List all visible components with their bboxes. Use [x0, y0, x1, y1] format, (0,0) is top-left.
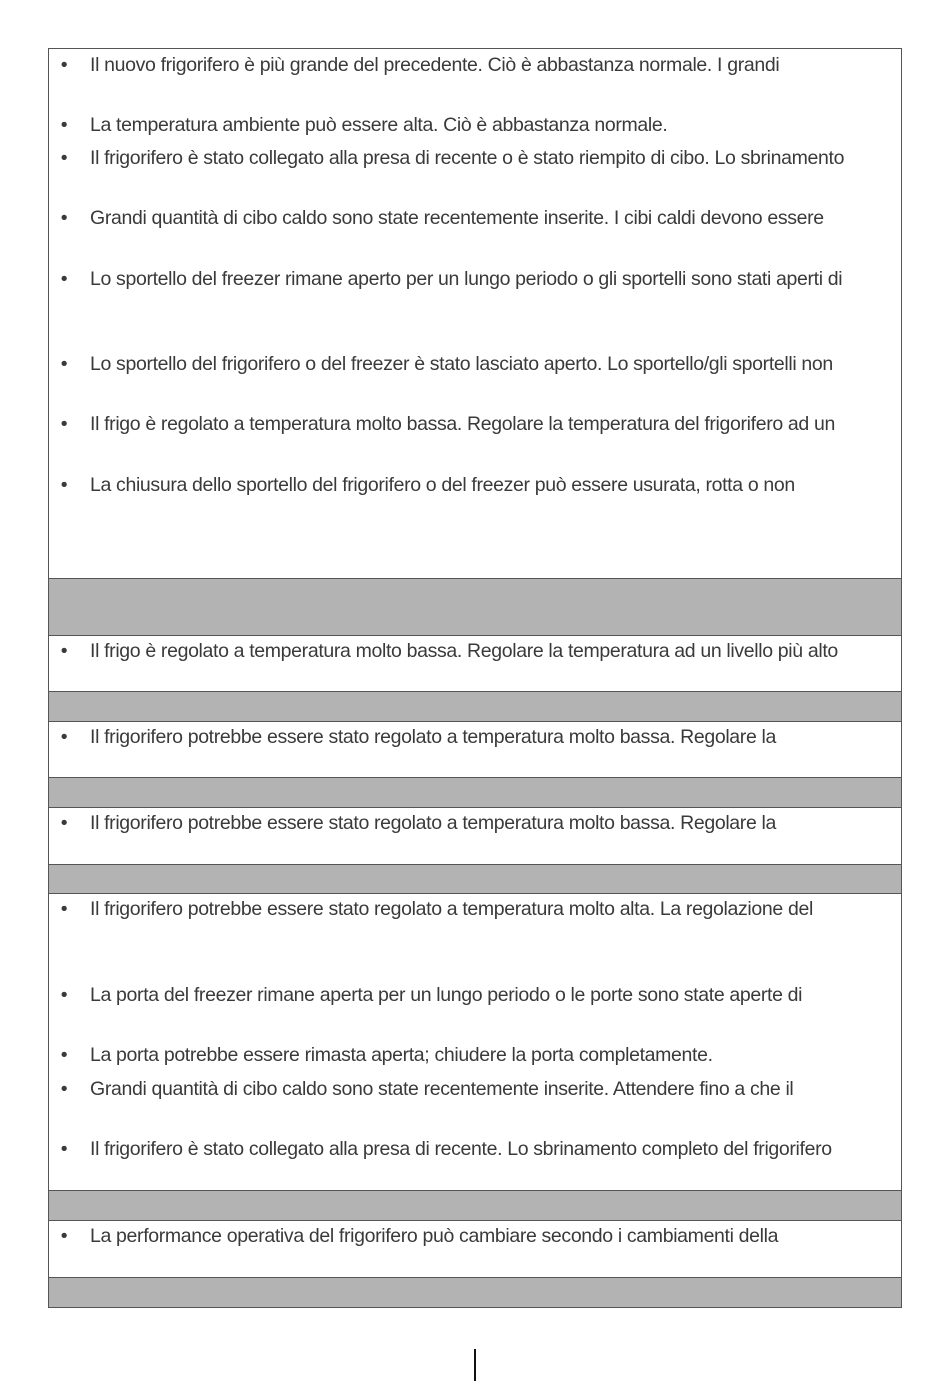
- section-header-band: [49, 579, 901, 636]
- section-4: • Il frigorifero potrebbe essere stato regolato a temperatura molto bassa. Regolare la: [49, 808, 901, 865]
- section-header-band: [49, 778, 901, 808]
- section-header-band: [49, 1191, 901, 1221]
- bullet: •: [60, 413, 68, 435]
- bullet: •: [60, 1078, 68, 1100]
- section-header-band: [49, 1278, 901, 1307]
- bullet: •: [60, 1138, 68, 1160]
- bullet: •: [60, 726, 68, 748]
- section-header-band: [49, 865, 901, 894]
- bullet: •: [60, 984, 68, 1006]
- bullet: •: [60, 54, 68, 76]
- bullet: •: [60, 147, 68, 169]
- bullet: •: [60, 114, 68, 136]
- bullet: •: [60, 353, 68, 375]
- section-header-band: [49, 692, 901, 722]
- troubleshooting-table: [48, 48, 902, 1308]
- section-1: • Il nuovo frigorifero è più grande del precedente. Ciò è abbastanza normale. I grandi • La temperatura ambiente può essere alta. Ciò è abbastanza normale. • Il frigorifero è stato collegato alla presa di recente o è stato riempito di cibo. Lo sbrinamento • Grandi quantità di cibo caldo sono state recentemente inserite. I cibi caldi devono essere • Lo sportello del freezer rimane aperto per un lungo periodo o gli sportelli sono stati aperti di • Lo sportello del frigorifero o del freezer è stato lasciato aperto. Lo sportello/gli sportelli non • Il frigo è regolato a temperatura molto bassa. Regolare la temperatura del frigorifero ad un • La chiusura dello sportello del frigorifero o del freezer può essere usurata, rotta o non: [49, 49, 901, 579]
- bullet: •: [60, 640, 68, 662]
- bullet: •: [60, 898, 68, 920]
- section-3: • Il frigorifero potrebbe essere stato regolato a temperatura molto bassa. Regolare la: [49, 722, 901, 778]
- section-5: • Il frigorifero potrebbe essere stato regolato a temperatura molto alta. La regolazione del • La porta del freezer rimane aperta per un lungo periodo o le porte sono state aperte di • La porta potrebbe essere rimasta aperta; chiudere la porta completamente. • Grandi quantità di cibo caldo sono state recentemente inserite. Attendere fino a che il • Il frigorifero è stato collegato alla presa di recente. Lo sbrinamento completo del frigorifero: [49, 894, 901, 1191]
- section-2: • Il frigo è regolato a temperatura molto bassa. Regolare la temperatura ad un livello più alto: [49, 636, 901, 692]
- bullet: •: [60, 268, 68, 290]
- section-6: • La performance operativa del frigorifero può cambiare secondo i cambiamenti della: [49, 1221, 901, 1278]
- bullet: •: [60, 1044, 68, 1066]
- bullet: •: [60, 207, 68, 229]
- bullet: •: [60, 474, 68, 496]
- page-marker-line: [474, 1349, 476, 1381]
- bullet: •: [60, 1225, 68, 1247]
- bullet: •: [60, 812, 68, 834]
